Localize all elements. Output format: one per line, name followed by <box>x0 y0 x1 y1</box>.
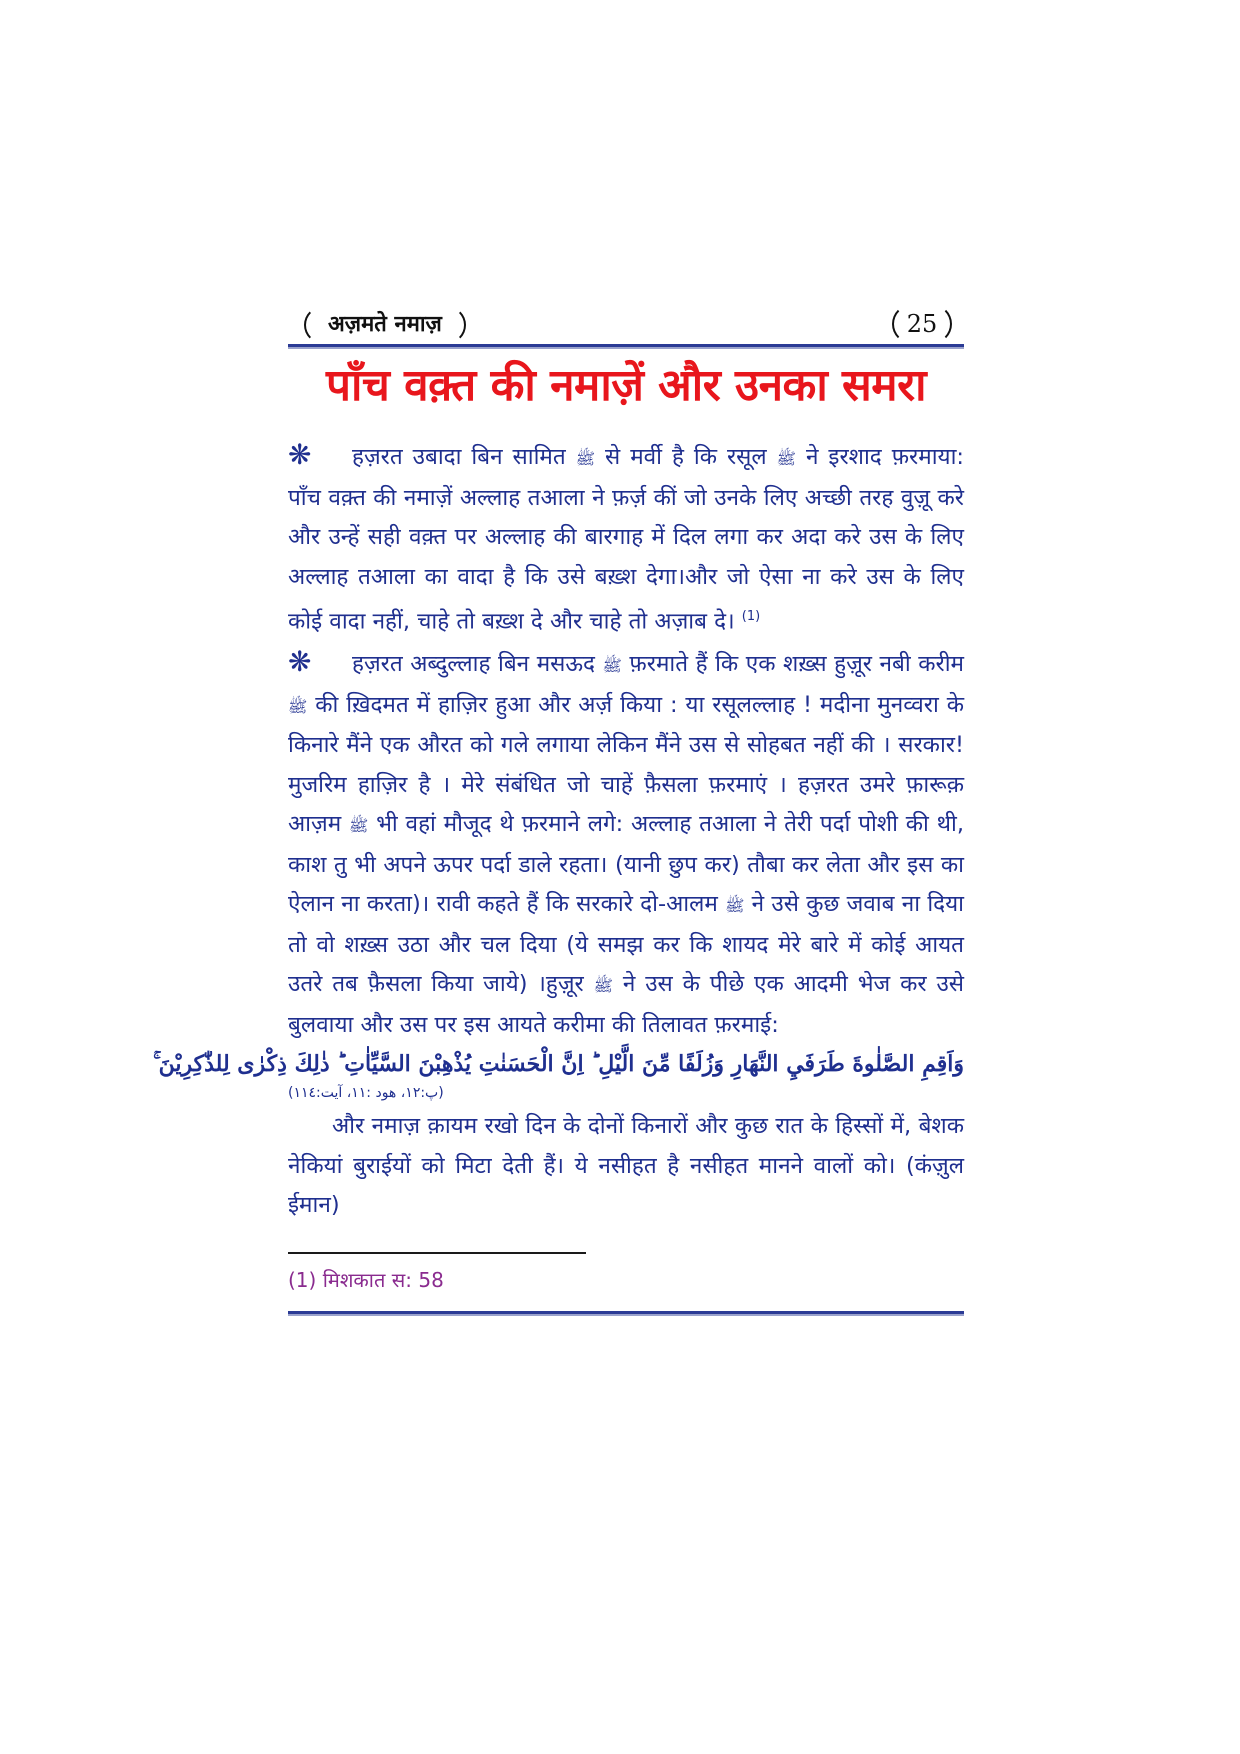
verse-translation: और नमाज़ क़ायम रखो दिन के दोनों किनारों और कुछ रात के हिस्सों में, बेशक नेकियां बुराईयों को मिटा देती हैं। ये नसीहत है नसीहत मानने वालों को। (कंज़ुल ईमान) <box>288 1113 964 1218</box>
quran-verse: وَاَقِمِ الصَّلٰوةَ طَرَفَيِ النَّهَارِ وَزُلَفًا مِّنَ الَّيْلِ ؕ اِنَّ الْحَسَنٰتِ يُذْهِبْنَ السَّيِّاٰتِ ؕ ذٰلِكَ ذِكْرٰى لِلذّٰكِرِيْنَ ۚ <box>153 1051 964 1077</box>
honorific-glyph: ﷺ <box>593 976 613 995</box>
header-rule <box>288 344 964 349</box>
paragraph-text: ने इरशाद फ़रमाया: पाँच वक़्त की नमाज़ें अल्लाह तआला ने फ़र्ज़ कीं जो उनके लिए अच्छी तरह वुज़ू करे और उन्हें सही वक़्त पर अल्लाह की बारगाह में दिल लगा कर अदा करे उस के लिए अल्लाह तआला का वादा है कि उसे बख़्श देगा।और जो ऐसा ना करे उस के लिए कोई वादा नहीं, चाहे तो बख़्श दे और चाहे तो अज़ाब दे। <box>288 444 964 635</box>
paragraph-text: भी वहां मौजूद थे फ़रमाने लगे: अल्लाह तआला ने तेरी पर्दा पोशी की थी, काश तु भी अपने ऊपर पर्दा डाले रहता। (यानी छुप कर) तौबा कर लेता और इस का ऐलान ना करता)। रावी कहते हैं कि सरकारे दो-आलम <box>288 811 965 917</box>
honorific-glyph: ﷺ <box>288 696 308 716</box>
hadith-paragraph-2 <box>288 642 964 1045</box>
honorific-glyph: ﷺ <box>602 656 622 675</box>
paragraph-text: हज़रत अब्दुल्लाह बिन मसऊद <box>352 651 595 677</box>
honorific-glyph: ﷺ <box>725 896 745 915</box>
footnote-divider <box>288 1252 586 1254</box>
page-number: 25 <box>892 304 952 344</box>
footnote: (1) मिशकात स: 58 <box>288 1267 444 1292</box>
honorific-glyph: ﷺ <box>575 449 596 468</box>
book-title: अज़मते नमाज़ <box>304 306 466 344</box>
flower-bullet-icon: ❋ <box>288 438 312 471</box>
chapter-title: पाँच वक़्त की नमाज़ें और उनका समरा <box>325 360 926 411</box>
paragraph-text: की ख़िदमत में हाज़िर हुआ और अर्ज़ किया : या रसूलल्लाह ! मदीना मुनव्वरा के किनारे मैंने एक औरत को गले लगाया लेकिन मैंने उस से सोहबत नहीं की । सरकार! मुजरिम हाज़िर है । मेरे संबंधित जो चाहें फ़ैसला फ़रमाएं । हज़रत उमरे फ़ारूक़ आज़म <box>288 691 964 837</box>
footnote-reference: (1) <box>741 609 761 624</box>
paragraph-text: से मर्वी है कि रसूल <box>605 444 767 470</box>
paragraph-text: ने उस के पीछे एक आदमी भेज कर उसे बुलवाया और उस पर इस आयते करीमा की तिलावत फ़रमाई: <box>288 971 964 1038</box>
footer-rule <box>288 1311 964 1316</box>
hadith-paragraph-1 <box>288 435 964 642</box>
flower-bullet-icon: ❋ <box>288 645 312 678</box>
honorific-glyph: ﷺ <box>348 816 369 835</box>
paragraph-text: ने उसे कुछ जवाब ना दिया तो वो शख़्स उठा और चल दिया (ये समझ कर कि शायद मेरे बारे में कोई आयत उतरे तब फ़ैसला किया जाये) ।हुज़ूर <box>288 891 964 997</box>
honorific-glyph: ﷺ <box>776 449 796 468</box>
paragraph-text: हज़रत उबादा बिन सामित <box>352 444 566 470</box>
running-header <box>288 300 964 344</box>
verse-reference: (پ:۱۲، ھود :۱۱، آیت:۱۱٤) <box>288 1085 444 1101</box>
paragraph-text: फ़रमाते हैं कि एक शख़्स हुज़ूर नबी करीम <box>629 651 964 677</box>
book-page <box>153 300 965 1316</box>
